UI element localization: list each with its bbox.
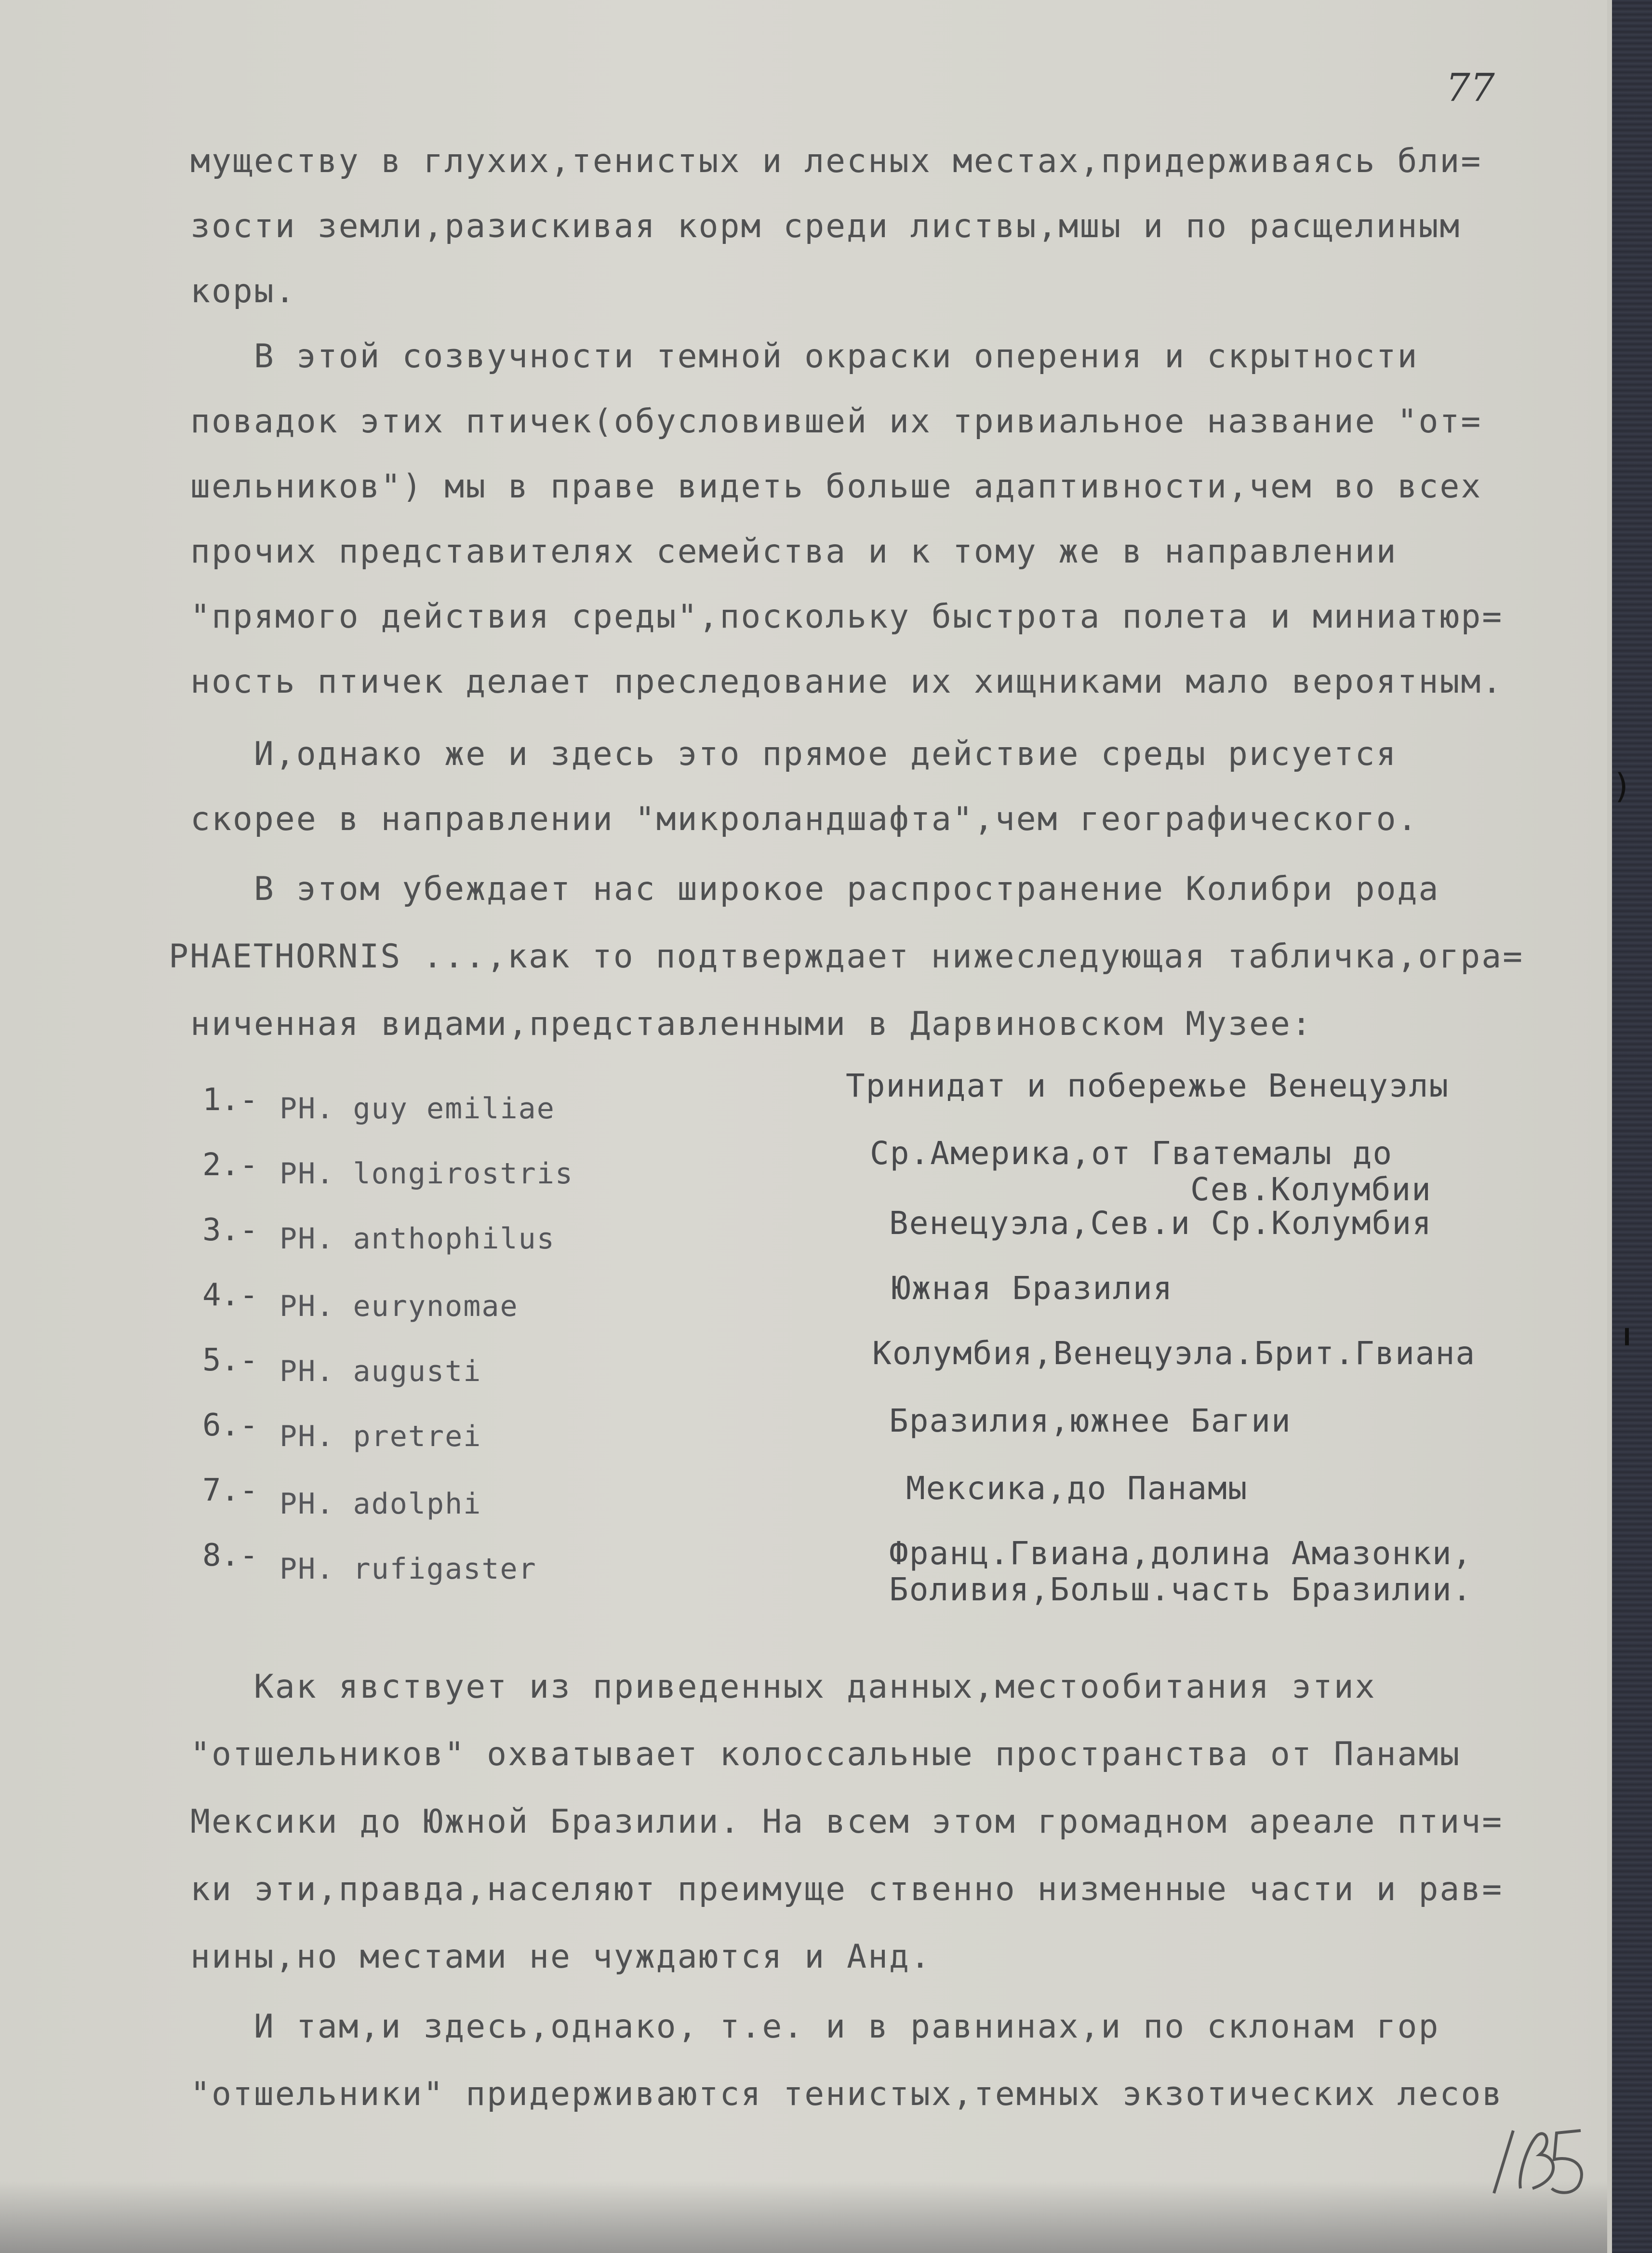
species-range: Бразилия,южнее Багии	[889, 1402, 1292, 1439]
species-range: Мексика,до Панамы	[906, 1470, 1248, 1507]
species-number: 7.-	[202, 1473, 258, 1508]
text-line: муществу в глухих,тенистых и лесных местах,придерживаясь бли=	[190, 142, 1482, 180]
species-name: PH. guy emiliae	[280, 1092, 555, 1126]
archive-number-handwritten	[1484, 2116, 1600, 2205]
species-number: 1.-	[202, 1082, 258, 1118]
species-range-continued: Сев.Колумбии	[1190, 1171, 1432, 1208]
text-line: ки эти,правда,населяют преимуще ственно низменные части и рав=	[190, 1870, 1504, 1908]
text-line: коры.	[190, 272, 296, 310]
text-line: "отшельники" придерживаются тенистых,темных экзотических лесов	[190, 2075, 1504, 2113]
species-range: Колумбия,Венецуэла.Брит.Гвиана	[872, 1335, 1476, 1372]
species-range: Ср.Америка,от Гватемалы до	[870, 1135, 1393, 1172]
text-line: зости земли,разискивая корм среди листвы,мшы и по расщелиным	[190, 207, 1461, 245]
species-range: Венецуэла,Сев.и Ср.Колумбия	[889, 1205, 1432, 1242]
species-name: PH. eurynomae	[280, 1289, 519, 1323]
text-line: И там,и здесь,однако, т.е. и в равнинах,и по склонам гор	[190, 2008, 1440, 2046]
text-line: В этом убеждает нас широкое распространение Колибри рода	[190, 870, 1440, 908]
species-number: 5.-	[202, 1342, 258, 1378]
text-line: "отшельников" охватывает колоссальные пространства от Панамы	[190, 1735, 1461, 1773]
species-number: 8.-	[202, 1538, 258, 1573]
species-range: Южная Бразилия	[892, 1270, 1173, 1307]
text-line: Мексики до Южной Бразилии. На всем этом громадном ареале птич=	[190, 1803, 1504, 1841]
text-line: И,однако же и здесь это прямое действие среды рисуется	[190, 735, 1398, 773]
species-number: 4.-	[202, 1277, 258, 1313]
species-name: PH. pretrei	[280, 1420, 482, 1453]
species-name: PH. rufigaster	[280, 1552, 537, 1586]
text-line: "прямого действия среды",поскольку быстрота полета и миниатюр=	[190, 598, 1504, 636]
species-name: PH. augusti	[280, 1354, 482, 1388]
margin-tick	[1625, 1328, 1629, 1345]
species-name: PH. adolphi	[280, 1487, 482, 1521]
text-line: прочих представителях семейства и к тому же в направлении	[190, 533, 1398, 571]
species-number: 2.-	[202, 1147, 258, 1183]
species-name: PH. anthophilus	[280, 1222, 555, 1256]
text-line: скорее в направлении "микроландшафта",чем географического.	[190, 800, 1419, 838]
page-number: 77	[1446, 65, 1495, 110]
species-number: 3.-	[202, 1212, 258, 1248]
species-range-continued: Боливия,Больш.часть Бразилии.	[889, 1571, 1473, 1608]
book-binding	[1607, 0, 1652, 2253]
margin-mark: )	[1612, 766, 1633, 806]
species-range: Франц.Гвиана,долина Амазонки,	[889, 1535, 1473, 1572]
text-line: PHAETHORNIS ...,как то подтверждает нижеследующая табличка,огра=	[169, 938, 1524, 976]
text-line: ность птичек делает преследование их хищниками мало вероятным.	[190, 663, 1504, 701]
text-line: В этой созвучности темной окраски оперения и скрытности	[190, 337, 1419, 376]
text-line: ниченная видами,представленными в Дарвиновском Музее:	[190, 1005, 1313, 1043]
text-line: Как явствует из приведенных данных,местообитания этих	[190, 1668, 1376, 1706]
text-line: повадок этих птичек(обусловившей их тривиальное название "от=	[190, 402, 1482, 441]
text-line: нины,но местами не чуждаются и Анд.	[190, 1938, 932, 1976]
text-line: шельников") мы в праве видеть больше адаптивности,чем во всех	[190, 468, 1482, 506]
species-number: 6.-	[202, 1408, 258, 1443]
species-name: PH. longirostris	[280, 1157, 573, 1191]
species-range: Тринидат и побережье Венецуэлы	[846, 1067, 1450, 1104]
